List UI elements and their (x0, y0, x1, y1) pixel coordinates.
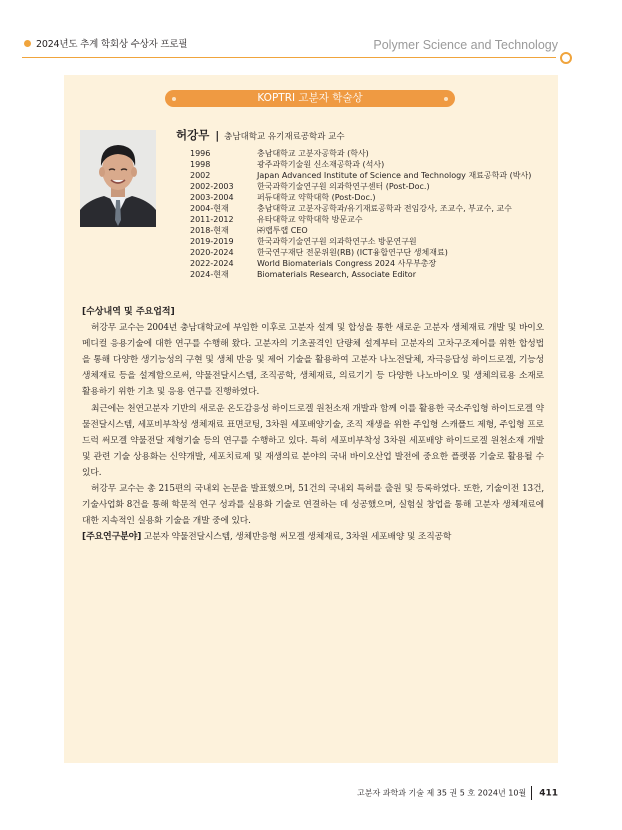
header-rule (22, 57, 556, 58)
career-desc: 충남대학교 고분자공학과/유기재료공학과 전임강사, 조교수, 부교수, 교수 (257, 204, 512, 213)
career-item (190, 192, 531, 203)
award-title: KOPTRI 고분자 학술상 (257, 92, 363, 104)
career-year: 2002-2003 (190, 182, 234, 191)
career-year: 2002 (190, 171, 211, 180)
career-item (190, 236, 531, 247)
career-desc: 광주과학기술원 신소재공학과 (석사) (257, 160, 385, 169)
portrait-illustration (80, 130, 156, 227)
career-desc: World Biomaterials Congress 2024 사무부총장 (257, 259, 437, 268)
research-label: [주요연구분야] (82, 532, 142, 543)
career-item (190, 225, 531, 236)
career-item (190, 159, 531, 170)
career-desc: 퍼듀대학교 약학대학 (Post-Doc.) (257, 193, 376, 202)
career-year: 2011-2012 (190, 215, 234, 224)
career-desc: 유타대학교 약학대학 방문교수 (257, 215, 363, 224)
career-year: 2019-2019 (190, 237, 234, 246)
career-item (190, 148, 531, 159)
career-year: 2004-현재 (190, 204, 229, 213)
career-list (190, 148, 531, 280)
career-desc: 한국과학기술연구원 의과학연구소 방문연구원 (257, 237, 417, 246)
header-bullet-icon (24, 40, 31, 47)
achievements-section (82, 304, 544, 545)
page-footer (357, 786, 558, 800)
career-item (190, 214, 531, 225)
career-item (190, 247, 531, 258)
affiliation: 충남대학교 유기재료공학과 교수 (224, 132, 345, 142)
portrait-photo (80, 130, 156, 227)
name-row (176, 127, 345, 145)
person-name: 허강무 (176, 128, 210, 142)
career-year: 1998 (190, 160, 211, 169)
career-year: 1996 (190, 149, 211, 158)
name-separator: | (215, 130, 220, 142)
footer-divider (531, 786, 532, 800)
career-item (190, 269, 531, 280)
section-heading: [수상내역 및 주요업적] (82, 307, 175, 317)
research-fields (82, 529, 544, 545)
career-desc: Biomaterials Research, Associate Editor (257, 270, 416, 279)
career-year: 2018-현재 (190, 226, 229, 235)
career-desc: 한국과학기술연구원 의과학연구센터 (Post-Doc.) (257, 182, 430, 191)
career-year: 2020-2024 (190, 248, 234, 257)
career-desc: Japan Advanced Institute of Science and Technology 재료공학과 (박사) (257, 171, 532, 180)
career-item (190, 203, 531, 214)
section-label: 2024년도 추계 학회상 수상자 프로필 (36, 39, 188, 50)
career-item (190, 258, 531, 269)
body-paragraph: 허강무 교수는 2004년 충남대학교에 부임한 이후로 고분자 설계 및 합성을 통한 새로운 고분자 생체재료 개발 및 바이오메디컬 응용기술에 대한 연구를 수행해 왔다. 고분자의 기초골격인 단량체 설계부터 고분자의 고차구조제어를 위한 합성법을 통해 다양한 생기능성의 구현 및 생체 반응 및 제어 기술을 활용하여 고분자 나노전달체, 자극응답성 하이드로겔, 기능성 생체재료 등을 설계함으로써, 약물전달시스템, 조직공학, 생체재료, 의료기기 등 다양한 나노바이오 및 생체의료용 소재로 활용하기 위한 기초 및 응용 연구를 진행하였다. (82, 323, 544, 398)
career-year: 2024-현재 (190, 270, 229, 279)
body-paragraph: 최근에는 천연고분자 기반의 새로운 온도감응성 하이드로겔 원천소재 개발과 함께 이를 활용한 국소주입형 하이드로겔 약물전달시스템, 세포비부착성 생체재료 표면코팅, 3차원 세포배양기술, 조직 재생을 위한 주입형 스캐폴드 제형, 주입형 프로드럭 써모겔 약물전달 제형기술 등의 연구를 수행하고 있다. 특히 세포비부착성 3차원 세포배양 하이드로겔 원천소재 개발 및 관련 기술 상용화는 신약개발, 세포치료제 및 재생의료 분야의 국내 바이오산업 발전에 중요한 플랫폼 기술로 활용될 수 있다. (82, 403, 544, 478)
body-paragraph: 허강무 교수는 총 215편의 국내외 논문을 발표했으며, 51건의 국내외 특허를 출원 및 등록하였다. 또한, 기술이전 13건, 기술사업화 8건을 통해 학문적 연구 성과를 실용화 기술로 연결하는 데 성공했으며, 실험실 창업을 통해 고분자 생체재료에 대한 지속적인 실용화 기술을 개발 중에 있다. (82, 484, 544, 527)
career-year: 2003-2004 (190, 193, 234, 202)
award-banner (165, 90, 455, 107)
journal-issue: 고분자 과학과 기술 제 35 권 5 호 2024년 10월 (357, 788, 527, 798)
career-item (190, 170, 531, 181)
career-item (190, 181, 531, 192)
career-desc: 한국연구재단 전문위원(RB) (ICT융합연구단 생체재료) (257, 248, 448, 257)
journal-name: Polymer Science and Technology (373, 38, 558, 52)
research-text: 고분자 약물전달시스템, 생체반응형 써모겔 생체재료, 3차원 세포배양 및 조직공학 (143, 532, 452, 543)
career-desc: ㈜랩투랩 CEO (257, 226, 308, 235)
career-desc: 충남대학교 고분자공학과 (학사) (257, 149, 369, 158)
page-number: 411 (539, 788, 558, 799)
career-year: 2022-2024 (190, 259, 234, 268)
profile-panel (64, 75, 558, 763)
header-ring-icon (560, 52, 572, 64)
